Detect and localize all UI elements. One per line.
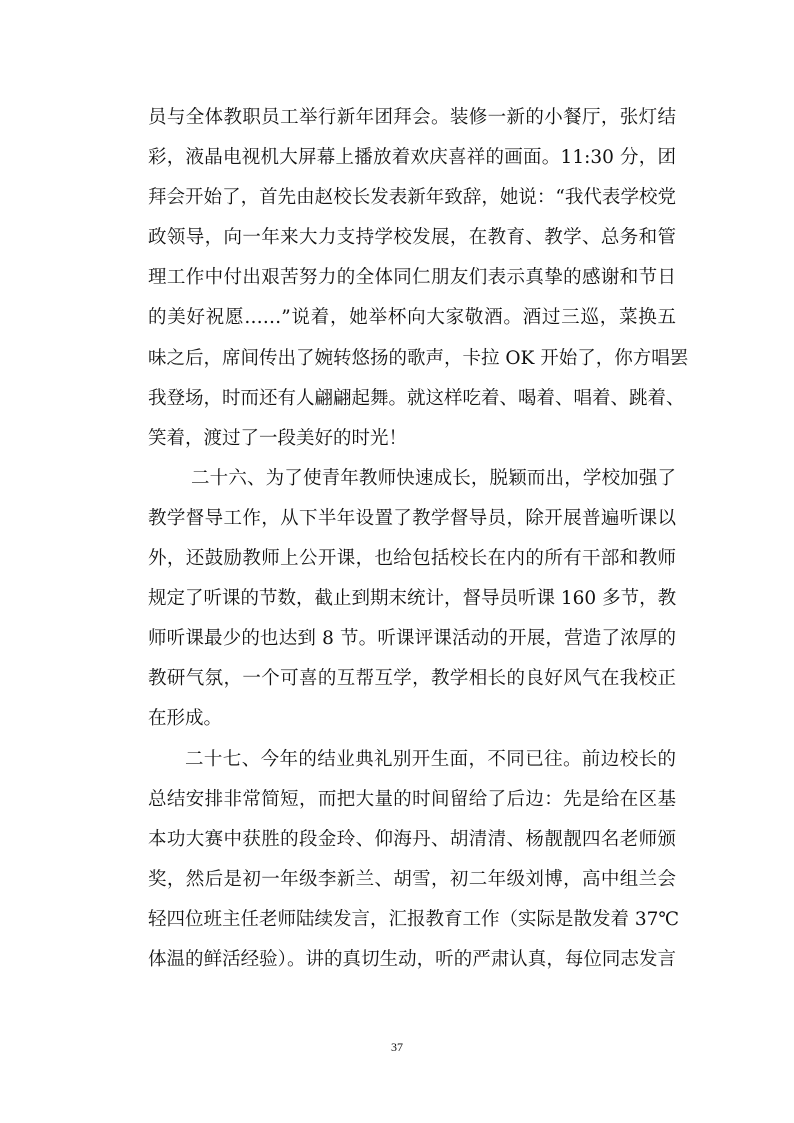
paragraph-item-26: [148, 459, 676, 740]
paragraph-item-27: [148, 740, 680, 981]
text-line: 二十六、为了使青年教师快速成长，脱颖而出，学校加强了: [191, 467, 676, 489]
text-line: 师听课最少的也达到 8 节。听课评课活动的开展，营造了浓厚的: [148, 628, 676, 650]
text-line: 我登场，时而还有人翩翩起舞。就这样吃着、喝着、唱着、跳着、: [148, 387, 685, 409]
text-line: 奖，然后是初一年级李新兰、胡雪，初二年级刘博，高中组兰会: [148, 868, 676, 890]
text-line: 彩，液晶电视机大屏幕上播放着欢庆喜祥的画面。11:30 分，团: [148, 147, 676, 169]
text-line: 外，还鼓励教师上公开课，也给包括校长在内的所有干部和教师: [148, 548, 676, 570]
text-line: 笑着，渡过了一段美好的时光！: [148, 427, 408, 449]
text-line: 轻四位班主任老师陆续发言，汇报教育工作（实际是散发着 37℃: [148, 908, 680, 930]
text-line: 总结安排非常简短，而把大量的时间留给了后边：先是给在区基: [148, 788, 676, 810]
text-line: 政领导，向一年来大力支持学校发展，在教育、教学、总务和管: [148, 227, 676, 249]
text-line: 二十七、今年的结业典礼别开生面，不同已往。前边校长的: [185, 748, 676, 770]
text-line: 的美好祝愿……”说着，她举杯向大家敬酒。酒过三巡，菜换五: [148, 307, 676, 329]
text-line: 味之后，席间传出了婉转悠扬的歌声，卡拉 OK 开始了，你方唱罢: [148, 347, 689, 369]
paragraph-new-year-gathering: [148, 98, 689, 459]
text-line: 员与全体教职员工举行新年团拜会。装修一新的小餐厅，张灯结: [148, 107, 676, 128]
text-line: 理工作中付出艰苦努力的全体同仁朋友们表示真挚的感谢和节日: [148, 267, 676, 289]
text-line: 在形成。: [148, 708, 223, 730]
text-line: 规定了听课的节数，截止到期末统计，督导员听课 160 多节，教: [148, 588, 677, 610]
page-number: 37: [391, 1040, 403, 1054]
text-line: 教研气氛，一个可喜的互帮互学，教学相长的良好风气在我校正: [148, 668, 676, 690]
text-line: 体温的鲜活经验）。讲的真切生动，听的严肃认真，每位同志发言: [148, 948, 676, 970]
body-text: [148, 98, 689, 980]
text-line: 本功大赛中获胜的段金玲、仰海丹、胡清清、杨靓靓四名老师颁: [148, 828, 676, 850]
text-line: 拜会开始了，首先由赵校长发表新年致辞，她说：“我代表学校党: [148, 187, 676, 209]
text-line: 教学督导工作，从下半年设置了教学督导员，除开展普遍听课以: [148, 507, 676, 529]
